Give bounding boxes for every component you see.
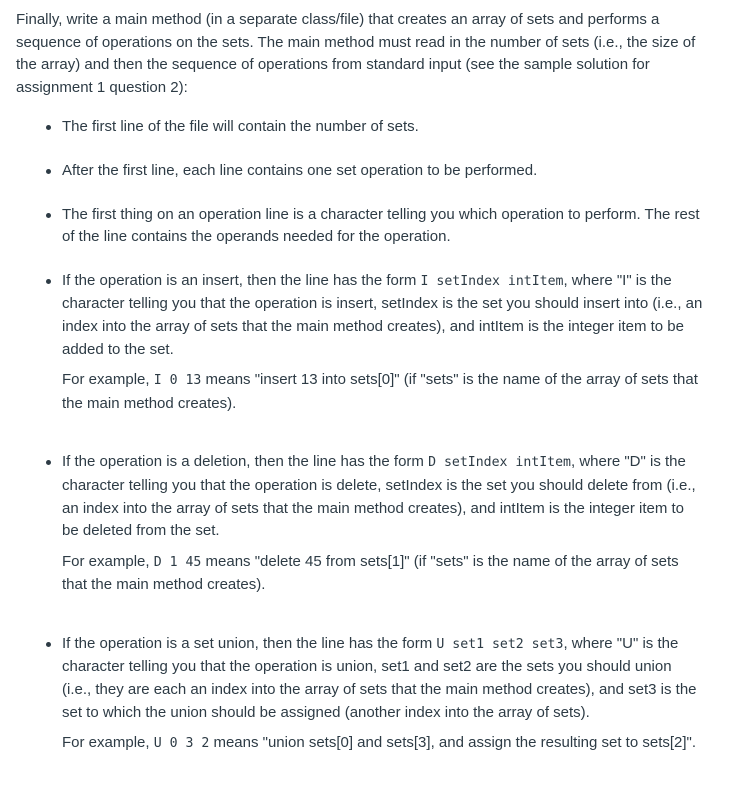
- delete-example-code: D 1 45: [153, 554, 202, 570]
- list-item-insert: [16, 270, 703, 416]
- list-item-number-of-sets: [16, 116, 703, 139]
- union-example-code: U 0 3 2: [153, 736, 210, 752]
- operations-list: [16, 116, 703, 755]
- list-item-text: The first line of the file will contain the number of sets.: [62, 118, 419, 136]
- list-item-text: The first thing on an operation line is a character telling you which operation to perform. The rest of the line contains the operands needed for the operation.: [62, 205, 700, 246]
- list-item-operation-character: [16, 204, 703, 249]
- list-item-union: [16, 633, 703, 756]
- delete-description: If the operation is a deletion, then the line has the form D setIndex intItem, where "D" is the character telling you that the operation is delete, setIndex is the set you should delete from (i.e., an index into the array of sets that the main method creates), and intItem is the integer item to be deleted from the set.: [62, 453, 696, 540]
- union-example: For example, U 0 3 2 means "union sets[0] and sets[3], and assign the resulting set to sets[2]".: [62, 734, 697, 752]
- intro-paragraph: Finally, write a main method (in a separate class/file) that creates an array of sets and performs a sequence of operations on the sets. The main method must read in the number of sets (i.e., the size of the array) and then the sequence of operations from standard input (see the sample solution for assignment 1 question 2):: [16, 11, 696, 96]
- insert-example-code: I 0 13: [153, 373, 202, 389]
- delete-example: For example, D 1 45 means "delete 45 from sets[1]" (if "sets" is the name of the array of sets that the main method creates).: [62, 552, 679, 594]
- insert-example: For example, I 0 13 means "insert 13 into sets[0]" (if "sets" is the name of the array of sets that the main method creates).: [62, 371, 698, 412]
- delete-form-code: D setIndex intItem: [428, 455, 571, 471]
- insert-form-code: I setIndex intItem: [420, 273, 564, 289]
- list-item-text: After the first line, each line contains one set operation to be performed.: [62, 161, 538, 179]
- insert-description: If the operation is an insert, then the line has the form I setIndex intItem, where "I" is the character telling you that the operation is insert, setIndex is the set you should insert into (i.e., an index into the array of sets that the main method creates), and intItem is the integer item to be added to the set.: [62, 271, 703, 358]
- list-item-delete: [16, 451, 703, 597]
- list-item-operation-lines: [16, 160, 703, 183]
- union-form-code: U set1 set2 set3: [436, 636, 564, 652]
- union-description: If the operation is a set union, then the line has the form U set1 set2 set3, where "U" is the character telling you that the operation is union, set1 and set2 are the sets you should union (i.e., they are each an index into the array of sets that the main method creates), and set3 is the set to which the union should be assigned (another index into the array of sets).: [62, 634, 697, 721]
